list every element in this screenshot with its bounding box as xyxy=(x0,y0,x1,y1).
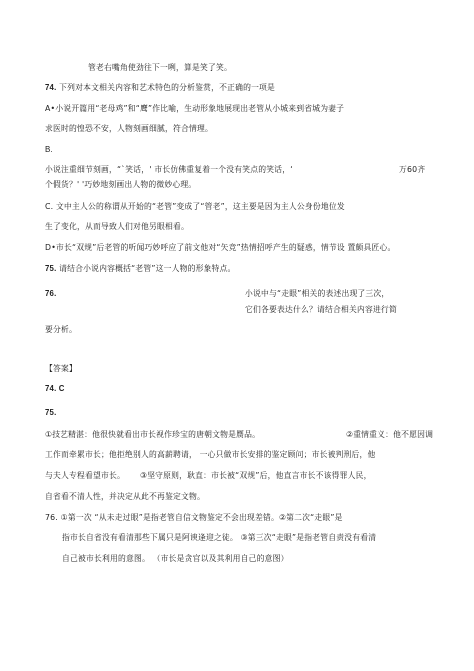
q74-option-b-label: B. xyxy=(45,145,53,154)
q76-stem-line2: 它们各要表达什么？请结合相关内容进行简 xyxy=(245,305,397,314)
q76-stem-line3: 要分析。 xyxy=(45,325,77,334)
answer-76-line1: 76. ①第一次 “从未走过眼”是指老管自信文物鉴定不会出现差错。②第二次“走眼”是 xyxy=(45,513,343,522)
answer-74: 74. C xyxy=(45,384,65,393)
q74-stem xyxy=(45,83,275,93)
q75-number: 75. xyxy=(45,264,57,273)
q74-option-c-line1: C. 文中主人公的称谓从开始的“老管”变成了“管老”，这主要是因为主人公身份地位发 xyxy=(45,202,345,211)
answer-75-line4: 自省看不清人性，并决定从此不再鉴定文物。 xyxy=(45,492,205,501)
answer-76-line2: 指市长自省没有看清那些下属只是阿谀逢迎之徒。 ③第三次“走眼”是指老管自责没有看清 xyxy=(62,533,377,542)
answer-75-line1: ①技艺精湛：他很快就看出市长视作珍宝的唐朝文物是赝品。 xyxy=(45,430,261,439)
q75-stem xyxy=(45,264,236,274)
q75-stem-text: 请结合小说内容概括“老管”这一人物的形象特点。 xyxy=(59,264,236,273)
q74-option-c-line2: 生了变化，从而导致人们对他另眼相看。 xyxy=(45,222,189,231)
answer-75-line3: 与夫人专程看望市长。 xyxy=(45,471,125,480)
q74-option-b-line1-tail: 万60齐 xyxy=(399,165,426,174)
q74-option-b-line2: 个假货？' '巧妙地刻画出人物的微妙心理。 xyxy=(45,180,197,189)
answer-75-line3-tail: ③坚守原则，耿直：市长被“双规”后，他直言市长不该得罪人民， xyxy=(140,471,372,480)
q74-stem-text: 下列对本文相关内容和艺术特色的分析鉴赏，不正确的一项是 xyxy=(59,83,276,92)
q76-stem-line1: 小说中与“走眼”相关的表述出现了三次， xyxy=(245,289,390,298)
q74-option-a-line2: 求医时的惶恐不安，人物刻画细腻，符合情理。 xyxy=(45,124,213,133)
q74-option-b-line1: 小说注重细节刻画，“`笑话，' 市长仿佛重复着一个没有笑点的笑话，‘ xyxy=(45,165,293,174)
intro-line: 管老右嘴角使劲往下一咧，算是笑了笑。 xyxy=(88,63,232,72)
answer-75-label: 75. xyxy=(45,408,57,417)
q74-option-a-line1: A•小说开篇用“老母鸡”和“鹰”作比喻，生动形象地展现出老管从小城来到省城为妻子 xyxy=(45,104,345,113)
answer-75-line1-tail: ②重情重义：他不愿因调 xyxy=(346,430,434,439)
answer-75-line2: 工作而牵累市长；他拒绝别人的高薪聘请， 一心只做市长安排的鉴定顾问；市长被判刑后，他 xyxy=(45,450,376,459)
answer-header: 【答案】 xyxy=(45,364,77,373)
q74-option-d-line1: D•市长“双规”后老管的听闻巧妙呼应了前文他对“矢竞”热情招呼产生的疑惑，情节设 置颇具匠心。 xyxy=(45,243,396,252)
q74-number: 74. xyxy=(45,83,57,92)
q76-number: 76. xyxy=(45,289,57,298)
answer-76-line3: 自己被市长利用的意图。 （市长是贪官以及其利用自己的意图） xyxy=(62,554,289,563)
